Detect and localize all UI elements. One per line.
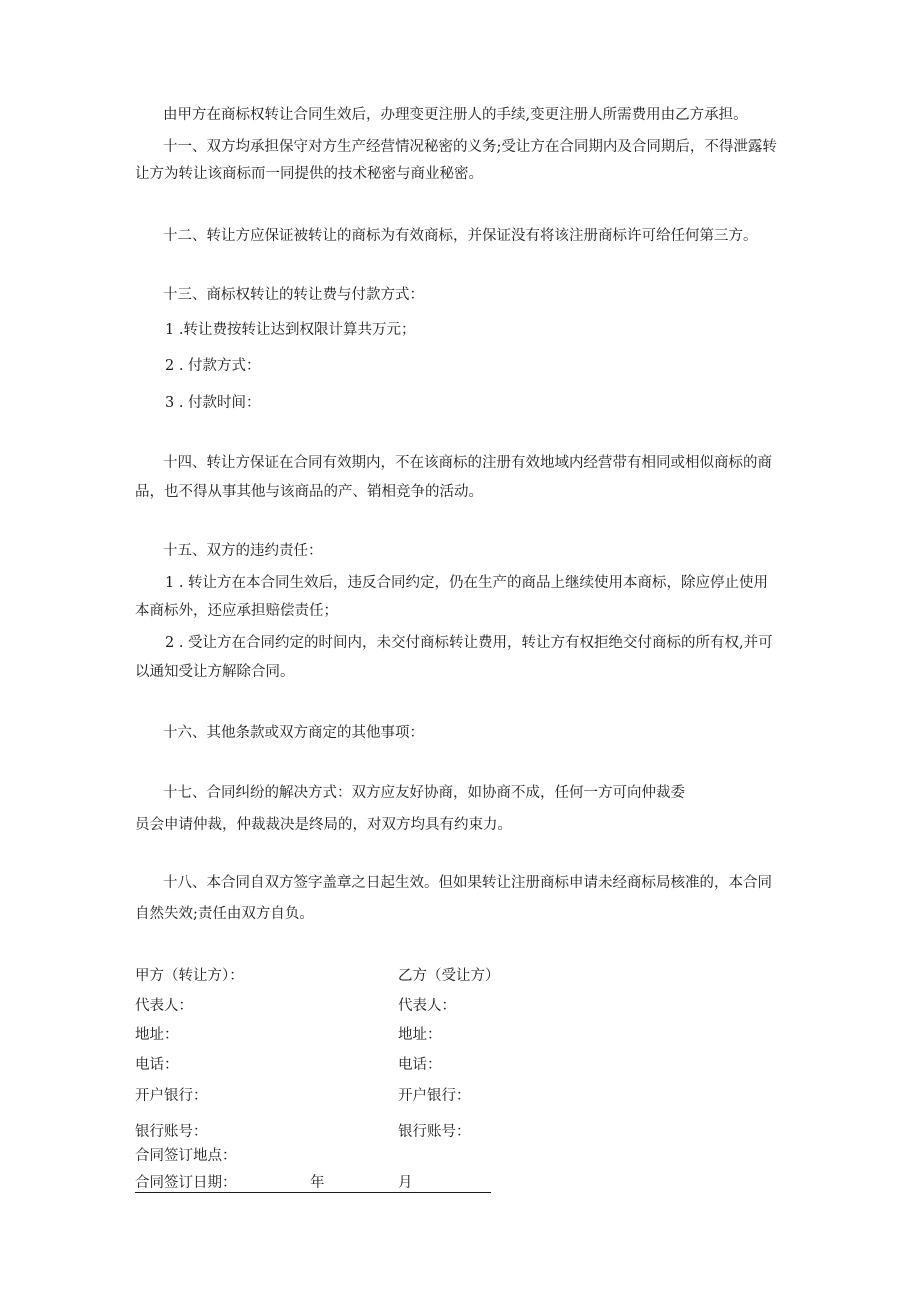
party-a-account-label: 银行账号：: [135, 1124, 208, 1140]
party-a-phone-label: 电话：: [135, 1057, 179, 1073]
party-b-address-label: 地址：: [398, 1027, 442, 1043]
signing-date-underline: [135, 1192, 491, 1193]
article-18-line-2: 自然失效;责任由双方自负。: [135, 906, 314, 922]
party-b-bank-label: 开户银行：: [398, 1088, 471, 1104]
article-15-item-1-line-2: 本商标外，还应承担赔偿责任；: [135, 603, 338, 619]
article-14-line-1: 十四、转让方保证在合同有效期内，不在该商标的注册有效地域内经营带有相同或相似商标的商: [163, 455, 772, 471]
signing-place-label: 合同签订地点：: [135, 1148, 237, 1164]
article-13-item-3: 3 . 付款时间：: [165, 395, 261, 411]
article-12: 十二、转让方应保证被转让的商标为有效商标，并保证没有将该注册商标许可给任何第三方。: [163, 228, 758, 244]
article-11-line-2: 让方为转让该商标而一同提供的技术秘密与商业秘密。: [135, 166, 483, 182]
article-15-heading: 十五、双方的违约责任：: [163, 543, 323, 559]
article-15-item-1-line-1: 1 . 转让方在本合同生效后，违反合同约定，仍在生产的商品上继续使用本商标，除应停止使用: [165, 575, 769, 591]
party-b-representative-label: 代表人：: [398, 998, 456, 1014]
party-b-account-label: 银行账号：: [398, 1124, 471, 1140]
article-14-line-2: 品，也不得从事其他与该商品的产、销相竞争的活动。: [135, 484, 483, 500]
article-16: 十六、其他条款或双方商定的其他事项：: [163, 725, 424, 741]
article-18-line-1: 十八、本合同自双方签字盖章之日起生效。但如果转让注册商标申请未经商标局核准的，本合同: [163, 875, 772, 891]
article-17-line-1: 十七、合同纠纷的解决方式：双方应友好协商，如协商不成，任何一方可向仲裁委: [163, 785, 685, 801]
article-17-line-2: 员会申请仲裁，仲裁裁决是终局的，对双方均具有约束力。: [135, 817, 512, 833]
signing-date-month: 月: [398, 1175, 413, 1191]
party-b-title: 乙方（受让方）: [398, 968, 500, 984]
article-15-item-2-line-2: 以通知受让方解除合同。: [135, 664, 295, 680]
party-a-representative-label: 代表人：: [135, 998, 193, 1014]
article-13-item-1: 1 .转让费按转让达到权限计算共万元；: [165, 322, 416, 338]
party-a-bank-label: 开户银行：: [135, 1088, 208, 1104]
party-a-title: 甲方（转让方）：: [135, 968, 244, 984]
article-15-item-2-line-1: 2 . 受让方在合同约定的时间内，未交付商标转让费用，转让方有权拒绝交付商标的所有权,并可: [165, 635, 773, 651]
signing-date-label: 合同签订日期：: [135, 1175, 237, 1191]
signing-date-year: 年: [310, 1175, 325, 1191]
article-13-item-2: 2 . 付款方式：: [165, 358, 261, 374]
article-13-heading: 十三、商标权转让的转让费与付款方式：: [163, 287, 424, 303]
party-a-address-label: 地址：: [135, 1027, 179, 1043]
party-b-phone-label: 电话：: [398, 1057, 442, 1073]
article-10-continued: 由甲方在商标权转让合同生效后，办理变更注册人的手续,变更注册人所需费用由乙方承担。: [163, 107, 748, 123]
article-11-line-1: 十一、双方均承担保守对方生产经营情况秘密的义务;受让方在合同期内及合同期后，不得泄露转: [163, 139, 777, 155]
